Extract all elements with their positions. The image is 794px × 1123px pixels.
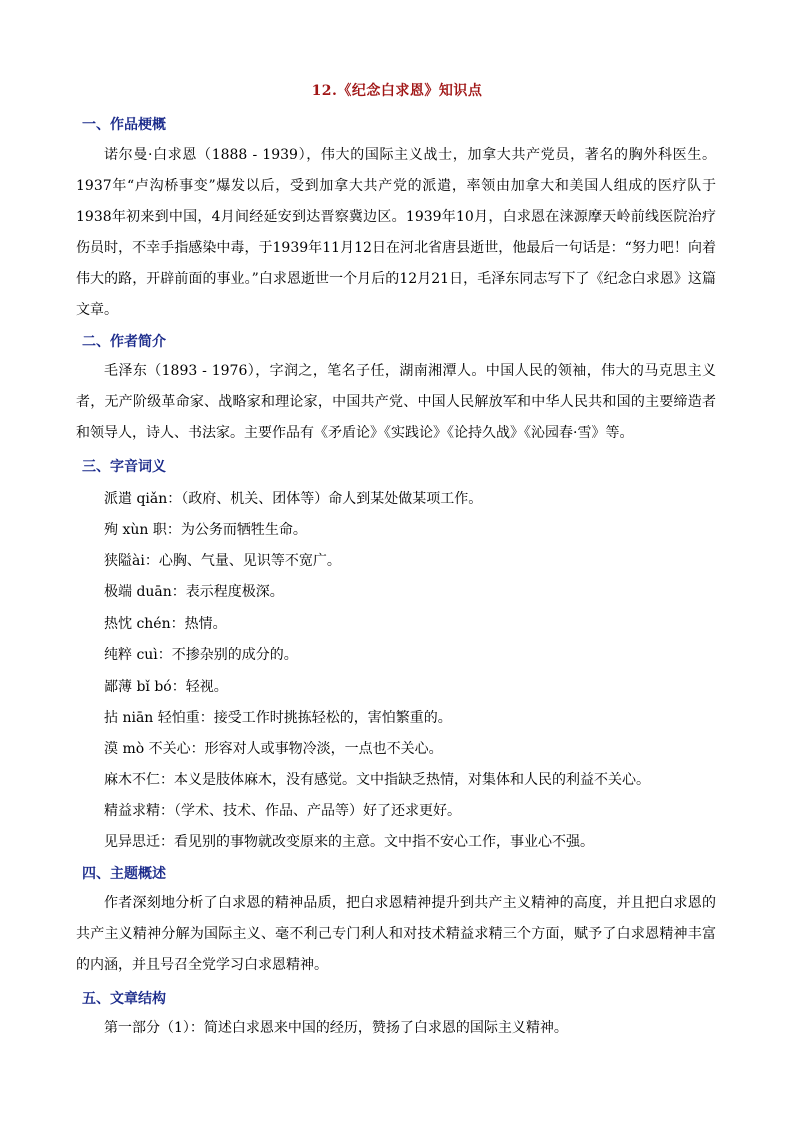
vocab-item: 殉 xùn 职：为公务而牺牲生命。 xyxy=(104,522,307,538)
section-heading-theme: 四、主题概述 xyxy=(82,866,166,882)
vocab-item: 精益求精：（学术、技术、作品、产品等）好了还求更好。 xyxy=(104,803,461,819)
vocab-item: 派遣 qiǎn：（政府、机关、团体等）命人到某处做某项工作。 xyxy=(104,491,483,507)
vocab-item: 鄙薄 bǐ bó：轻视。 xyxy=(104,679,228,695)
vocab-item: 狭隘ài：心胸、气量、见识等不宽广。 xyxy=(104,553,341,569)
vocab-item: 麻木不仁：本义是肢体麻木，没有感觉。文中指缺乏热情，对集体和人民的利益不关心。 xyxy=(104,772,650,788)
vocab-item: 热忱 chén：热情。 xyxy=(104,616,227,632)
structure-paragraph: 第一部分（1）：简述白求恩来中国的经历，赞扬了白求恩的国际主义精神。 xyxy=(104,1020,568,1036)
section-heading-author: 二、作者简介 xyxy=(82,334,166,350)
theme-paragraph: 作者深刻地分析了白求恩的精神品质，把白求恩精神提升到共产主义精神的高度，并且把白求恩的共产主义精神分解为国际主义、毫不利己专门利人和对技术精益求精三个方面，赋予了白求恩精神丰富的内涵，并且号召全党学习白求恩精神。 xyxy=(76,895,716,973)
vocab-item: 见异思迁：看见别的事物就改变原来的主意。文中指不安心工作，事业心不强。 xyxy=(104,834,594,850)
vocab-item: 漠 mò 不关心：形容对人或事物冷淡，一点也不关心。 xyxy=(104,741,443,757)
section-heading-structure: 五、文章结构 xyxy=(82,991,166,1007)
section-heading-synopsis: 一、作品梗概 xyxy=(82,117,166,133)
vocab-item: 极端 duān：表示程度极深。 xyxy=(104,584,284,600)
vocab-item: 纯粹 cuì：不掺杂别的成分的。 xyxy=(104,647,298,663)
vocab-item: 拈 niān 轻怕重：接受工作时挑拣轻松的，害怕繁重的。 xyxy=(104,710,452,726)
section-heading-vocabulary: 三、字音词义 xyxy=(82,459,166,475)
author-paragraph: 毛泽东（1893 - 1976），字润之，笔名子任，湖南湘潭人。中国人民的领袖，伟大的马克思主义者，无产阶级革命家、战略家和理论家，中国共产党、中国人民解放军和中华人民共和国的主要缔造者和领导人，诗人、书法家。主要作品有《矛盾论》《实践论》《论持久战》《沁园春·雪》等。 xyxy=(76,363,716,441)
synopsis-paragraph: 诺尔曼·白求恩（1888 - 1939），伟大的国际主义战士，加拿大共产党员，著名的胸外科医生。1937年“卢沟桥事变”爆发以后，受到加拿大共产党的派遣，率领由加拿大和美国人组成的医疗队于1938年初来到中国，4月间经延安到达晋察冀边区。1939年10月，白求恩在涞源摩天岭前线医院治疗伤员时，不幸手指感染中毒，于1939年11月12日在河北省唐县逝世，他最后一句话是：“努力吧！向着伟大的路，开辟前面的事业。”白求恩逝世一个月后的12月21日，毛泽东同志写下了《纪念白求恩》这篇文章。 xyxy=(76,147,716,318)
document-title: 12.《纪念白求恩》知识点 xyxy=(311,83,483,99)
